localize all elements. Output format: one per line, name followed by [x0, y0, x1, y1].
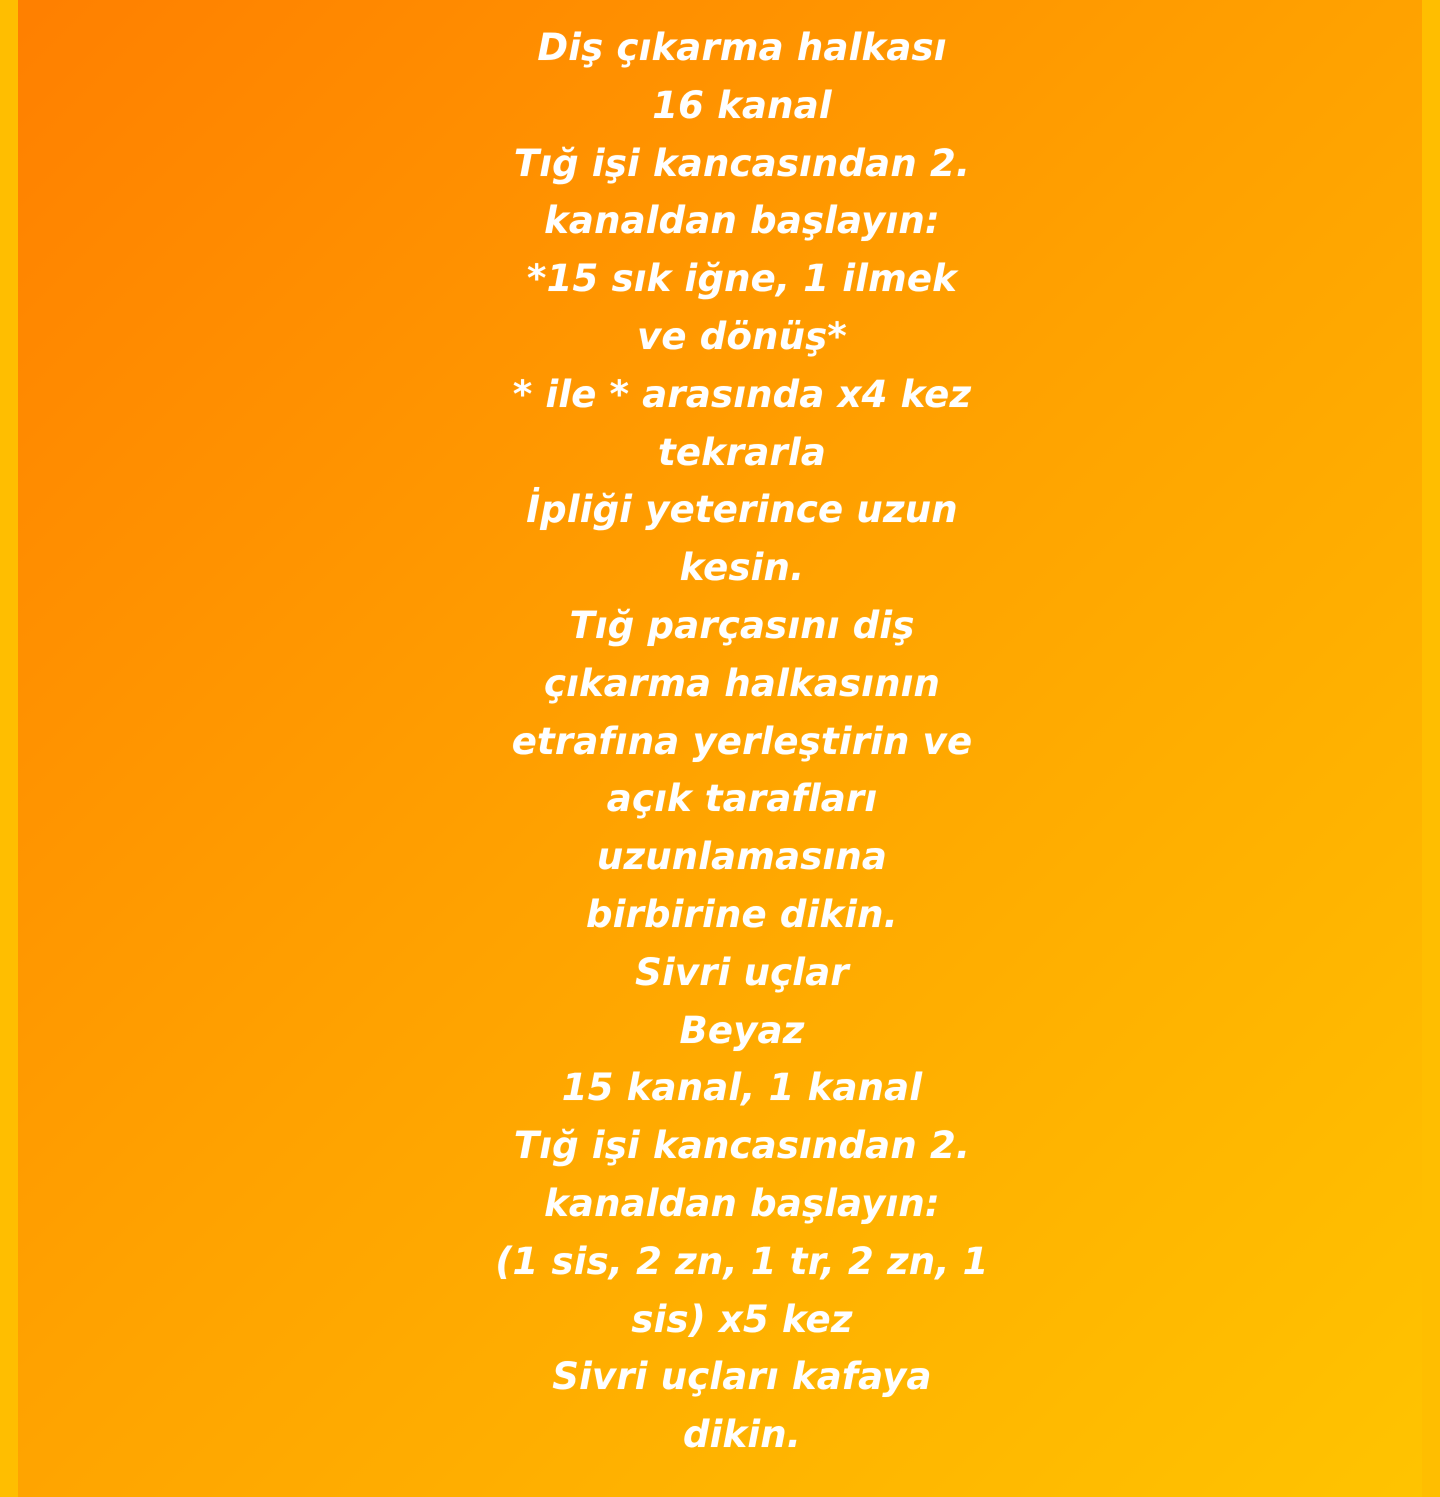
text-line: uzunlamasına: [596, 835, 888, 879]
text-line: tekrarla: [657, 430, 827, 474]
text-line: Sivri uçları kafaya: [552, 1355, 932, 1399]
text-line: kesin.: [679, 546, 805, 590]
text-line: * ile * arasında x4 kez: [512, 372, 972, 416]
text-line: dikin.: [682, 1413, 802, 1457]
text-line: etrafına yerleştirin ve: [511, 719, 973, 763]
text-line: birbirine dikin.: [586, 892, 898, 936]
text-line: *15 sık iğne, 1 ilmek: [527, 257, 957, 301]
text-line: sis) x5 kez: [631, 1297, 853, 1341]
text-line: Tığ işi kancasından 2.: [513, 141, 971, 185]
text-line: Tığ işi kancasından 2.: [513, 1124, 971, 1168]
text-line: kanaldan başlayın:: [544, 1181, 940, 1225]
text-line: Diş çıkarma halkası: [537, 26, 947, 69]
text-line: Beyaz: [679, 1008, 805, 1052]
instruction-text-block: [0, 19, 1440, 1464]
text-line: çıkarma halkasının: [543, 661, 941, 705]
text-line: Tığ parçasını diş: [569, 603, 915, 647]
text-line: 16 kanal: [652, 83, 832, 127]
text-line: ve dönüş*: [637, 314, 847, 358]
text-line: İpliği yeterince uzun: [526, 488, 958, 532]
text-line: Sivri uçlar: [635, 950, 849, 994]
text-line: kanaldan başlayın:: [544, 199, 940, 243]
text-line: 15 kanal, 1 kanal: [561, 1066, 923, 1110]
text-line: (1 sis, 2 zn, 1 tr, 2 zn, 1: [495, 1239, 989, 1283]
text-line: açık tarafları: [606, 777, 878, 821]
